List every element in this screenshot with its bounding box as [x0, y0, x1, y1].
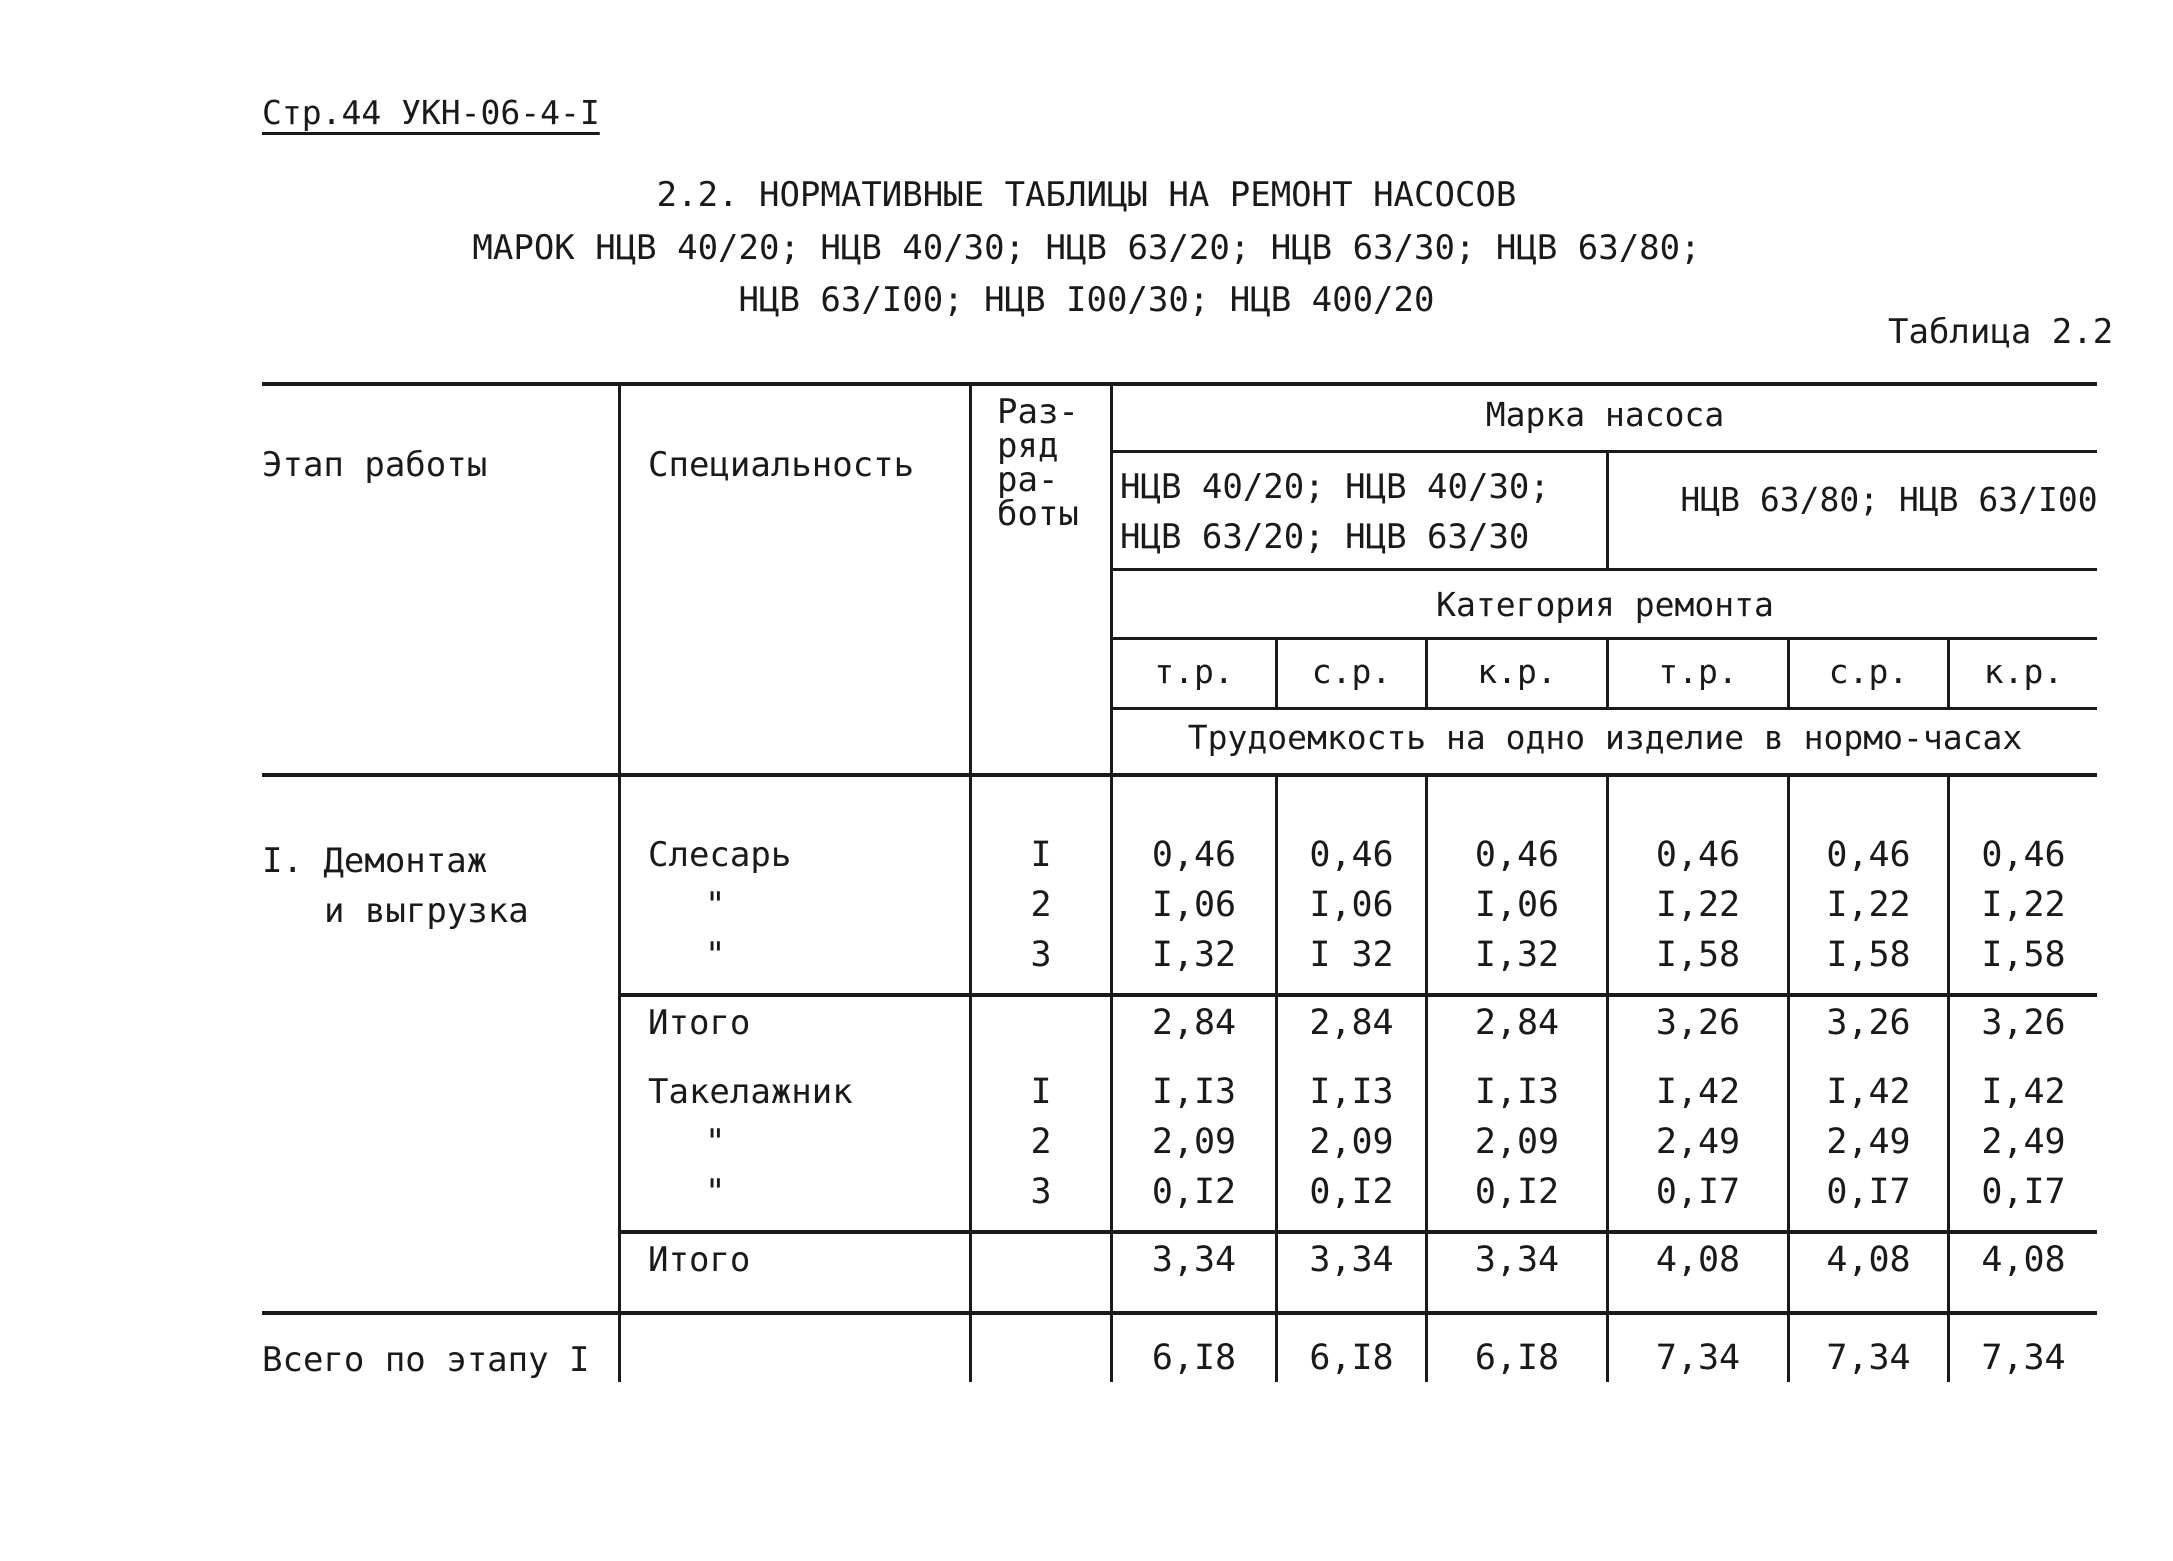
row-2-value-6: I,22	[1981, 885, 2066, 925]
row-5-value-4: I,42	[1655, 1072, 1741, 1112]
header-grade-line-4: боты	[997, 494, 1079, 534]
row-3-value-1: I,32	[1151, 935, 1237, 975]
stage-1-line-1: I. Демонтаж	[262, 841, 488, 881]
header-bottom-rule	[262, 773, 2097, 777]
row-6-value-4: 2,49	[1655, 1122, 1741, 1162]
total-label: Всего по этапу I	[262, 1340, 590, 1380]
header-labor: Трудоемкость на одно изделие в нормо-часах	[1187, 718, 2023, 757]
row-5-value-2: I,I3	[1309, 1072, 1394, 1112]
row-7-grade: 3	[1030, 1172, 1052, 1212]
title-line-1: 2.2. НОРМАТИВНЫЕ ТАБЛИЦЫ НА РЕМОНТ НАСОСОВ	[656, 175, 1517, 215]
row-1-value-3: 0,46	[1474, 835, 1560, 875]
row-1-value-4: 0,46	[1655, 835, 1741, 875]
row-8-value-2: 3,34	[1309, 1240, 1394, 1280]
row-1-value-1: 0,46	[1151, 835, 1237, 875]
row-5-grade: I	[1030, 1072, 1052, 1112]
total-value-6: 7,34	[1981, 1338, 2066, 1378]
row-7-value-5: 0,I7	[1826, 1172, 1911, 1212]
row-5-value-5: I,42	[1826, 1072, 1911, 1112]
stage-1-label	[262, 836, 529, 936]
col-divider-stage	[618, 382, 621, 1382]
row-4-value-1: 2,84	[1151, 1003, 1237, 1043]
table-label: Таблица 2.2	[1888, 312, 2114, 352]
group-rule	[1110, 568, 2097, 571]
header-repair-category: Категория ремонта	[1436, 585, 1774, 624]
row-1-value-5: 0,46	[1826, 835, 1911, 875]
header-specialty: Специальность	[648, 445, 915, 485]
header-group-1-line-1: НЦВ 40/20; НЦВ 40/30;	[1120, 467, 1550, 507]
row-8-value-6: 4,08	[1981, 1240, 2066, 1280]
col-divider-grade	[1110, 382, 1113, 1382]
row-4-value-3: 2,84	[1474, 1003, 1560, 1043]
row-5-value-1: I,I3	[1151, 1072, 1237, 1112]
row-6-specialty: "	[705, 1122, 726, 1162]
row-3-value-3: I,32	[1474, 935, 1560, 975]
row-3-value-5: I,58	[1826, 935, 1911, 975]
row-7-value-2: 0,I2	[1309, 1172, 1394, 1212]
row-2-value-4: I,22	[1655, 885, 1741, 925]
row-2-specialty: "	[705, 885, 726, 925]
row-8-value-4: 4,08	[1655, 1240, 1741, 1280]
row-4-specialty: Итого	[648, 1003, 751, 1043]
row-5-specialty: Такелажник	[648, 1072, 853, 1112]
row-2-value-5: I,22	[1826, 885, 1911, 925]
header-group-1	[1120, 462, 1550, 562]
row-1-value-6: 0,46	[1981, 835, 2066, 875]
total-value-4: 7,34	[1655, 1338, 1741, 1378]
row-8-value-3: 3,34	[1474, 1240, 1560, 1280]
stage-1-line-2: и выгрузка	[324, 891, 529, 931]
row-7-value-4: 0,I7	[1655, 1172, 1741, 1212]
total-value-2: 6,I8	[1309, 1338, 1394, 1378]
row-7-specialty: "	[705, 1172, 726, 1212]
row-6-value-1: 2,09	[1151, 1122, 1237, 1162]
row-1-value-2: 0,46	[1309, 835, 1394, 875]
row-3-value-4: I,58	[1655, 935, 1741, 975]
header-group-1-line-2: НЦВ 63/20; НЦВ 63/30	[1120, 517, 1530, 557]
row-8-value-1: 3,34	[1151, 1240, 1237, 1280]
header-group-2: НЦВ 63/80; НЦВ 63/I00	[1680, 480, 2098, 519]
col-divider-specialty	[969, 382, 972, 1382]
row-7-value-1: 0,I2	[1151, 1172, 1237, 1212]
title-line-2: МАРОК НЦВ 40/20; НЦВ 40/30; НЦВ 63/20; НЦВ 63/30; НЦВ 63/80;	[472, 228, 1701, 268]
header-grade	[997, 392, 1079, 534]
row-6-value-5: 2,49	[1826, 1122, 1911, 1162]
header-cat-2: с.р.	[1311, 652, 1392, 691]
header-grade-line-3: ра-	[997, 460, 1059, 500]
row-7-value-6: 0,I7	[1981, 1172, 2066, 1212]
title-line-3: НЦВ 63/I00; НЦВ I00/30; НЦВ 400/20	[738, 280, 1435, 320]
row-2-value-3: I,06	[1474, 885, 1560, 925]
row-6-value-3: 2,09	[1474, 1122, 1560, 1162]
row-1-grade: I	[1030, 835, 1052, 875]
header-cat-5: с.р.	[1828, 652, 1909, 691]
table-top-rule	[262, 382, 2097, 386]
row-2-grade: 2	[1030, 885, 1052, 925]
subtotal-rule-2	[618, 1230, 2097, 1234]
row-3-value-6: I,58	[1981, 935, 2066, 975]
total-value-1: 6,I8	[1151, 1338, 1237, 1378]
row-7-value-3: 0,I2	[1474, 1172, 1560, 1212]
header-grade-line-2: ряд	[997, 426, 1059, 466]
row-1-specialty: Слесарь	[648, 835, 792, 875]
row-4-value-4: 3,26	[1655, 1003, 1741, 1043]
brand-rule	[1110, 450, 2097, 453]
page-header: Стр.44 УКН-06-4-I	[262, 93, 600, 132]
header-cat-4: т.р.	[1658, 652, 1738, 691]
row-6-value-6: 2,49	[1981, 1122, 2066, 1162]
row-8-specialty: Итого	[648, 1240, 751, 1280]
row-6-value-2: 2,09	[1309, 1122, 1394, 1162]
row-4-value-6: 3,26	[1981, 1003, 2066, 1043]
total-value-5: 7,34	[1826, 1338, 1911, 1378]
row-6-grade: 2	[1030, 1122, 1052, 1162]
row-3-grade: 3	[1030, 935, 1052, 975]
row-5-value-6: I,42	[1981, 1072, 2066, 1112]
header-grade-line-1: Раз-	[997, 392, 1079, 432]
row-3-specialty: "	[705, 935, 726, 975]
row-4-value-5: 3,26	[1826, 1003, 1911, 1043]
row-3-value-2: I 32	[1309, 935, 1394, 975]
header-stage: Этап работы	[262, 445, 488, 485]
header-cat-6: к.р.	[1983, 652, 2064, 691]
row-8-value-5: 4,08	[1826, 1240, 1911, 1280]
subtotal-rule-1	[618, 993, 2097, 997]
row-2-value-1: I,06	[1151, 885, 1237, 925]
header-pump-brand: Марка насоса	[1485, 395, 1725, 434]
total-rule	[262, 1311, 2097, 1315]
row-4-value-2: 2,84	[1309, 1003, 1394, 1043]
header-cat-1: т.р.	[1154, 652, 1234, 691]
total-value-3: 6,I8	[1474, 1338, 1560, 1378]
category-bottom-rule	[1110, 707, 2097, 710]
row-5-value-3: I,I3	[1474, 1072, 1560, 1112]
header-cat-3: к.р.	[1477, 652, 1557, 691]
row-2-value-2: I,06	[1309, 885, 1394, 925]
